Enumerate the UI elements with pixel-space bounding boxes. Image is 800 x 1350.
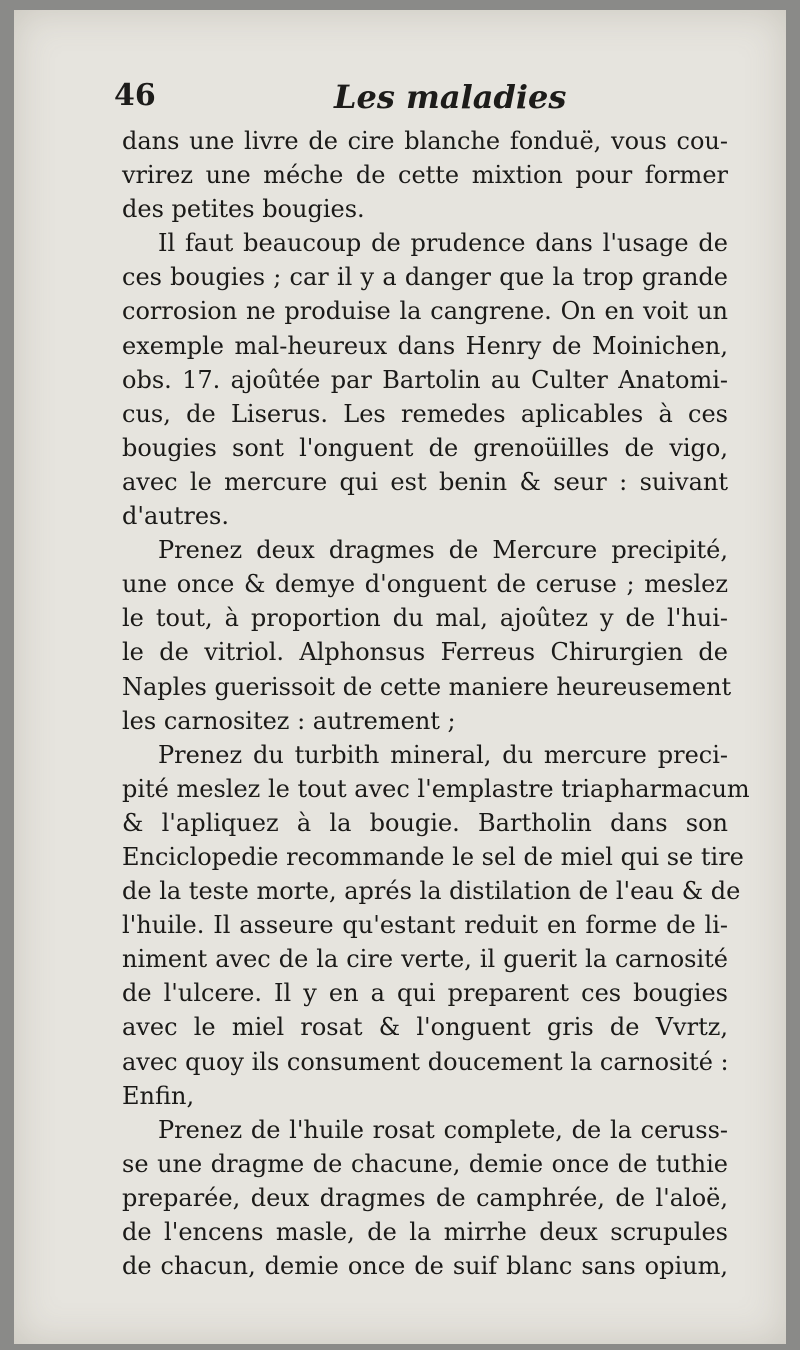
text-line: Prenez du turbith mineral, du mercure preci-: [158, 740, 728, 769]
text-line: corrosion ne produise la cangrene. On en voit un: [122, 297, 728, 326]
text-line: Enfin,: [122, 1081, 195, 1110]
text-line: Enciclopedie recommande le sel de miel qui se tire: [122, 842, 744, 871]
text-line: ces bougies ; car il y a danger que la trop grande: [122, 263, 728, 292]
text-line: avec le miel rosat & l'onguent gris de Vvrtz,: [122, 1013, 728, 1042]
text-line: des petites bougies.: [122, 195, 365, 224]
text-line: vrirez une méche de cette mixtion pour former: [122, 161, 728, 190]
text-line: obs. 17. ajoûtée par Bartolin au Culter Anatomi-: [122, 365, 728, 394]
text-line: l'huile. Il asseure qu'estant reduit en forme de li-: [122, 911, 728, 940]
text-line: avec le mercure qui est benin & seur : suivant: [122, 467, 728, 496]
text-line: de la teste morte, aprés la distilation de l'eau & de: [122, 877, 741, 906]
text-line: bougies sont l'onguent de grenoüilles de vigo,: [122, 433, 728, 462]
text-line: d'autres.: [122, 502, 229, 531]
body-text: [122, 124, 750, 1283]
text-line: & l'apliquez à la bougie. Bartholin dans son: [122, 808, 728, 837]
text-line: Naples guerissoit de cette maniere heureusement: [122, 672, 732, 701]
running-title: Les maladies: [334, 78, 567, 116]
text-line: de l'ulcere. Il y en a qui preparent ces bougies: [122, 979, 728, 1008]
text-line: exemple mal-heureux dans Henry de Moinichen,: [122, 331, 728, 360]
page-number: 46: [114, 78, 156, 113]
text-line: niment avec de la cire verte, il guerit la carnosité: [122, 945, 728, 974]
text-line: preparée, deux dragmes de camphrée, de l'aloë,: [122, 1183, 728, 1212]
text-line: dans une livre de cire blanche fonduë, vous cou-: [122, 127, 728, 155]
text-line: se une dragme de chacune, demie once de tuthie: [122, 1149, 728, 1178]
text-line: avec quoy ils consument doucement la carnosité :: [122, 1047, 729, 1076]
text-line: le tout, à proportion du mal, ajoûtez y de l'hui-: [122, 604, 728, 633]
text-line: Prenez deux dragmes de Mercure precipité,: [158, 536, 728, 565]
text-line: de chacun, demie once de suif blanc sans opium,: [122, 1252, 728, 1281]
text-line: Il faut beaucoup de prudence dans l'usage de: [158, 229, 728, 258]
text-line: Prenez de l'huile rosat complete, de la ceruss-: [158, 1115, 728, 1144]
book-page: [14, 10, 786, 1344]
page-header: [114, 72, 714, 124]
text-line: une once & demye d'onguent de ceruse ; meslez: [122, 570, 728, 599]
text-line: cus, de Liserus. Les remedes aplicables à ces: [122, 399, 728, 428]
text-line: pité meslez le tout avec l'emplastre triapharmacum: [122, 774, 750, 803]
text-line: le de vitriol. Alphonsus Ferreus Chirurgien de: [122, 638, 728, 667]
text-line: les carnositez : autrement ;: [122, 706, 456, 735]
text-line: de l'encens masle, de la mirrhe deux scrupules: [122, 1218, 728, 1246]
